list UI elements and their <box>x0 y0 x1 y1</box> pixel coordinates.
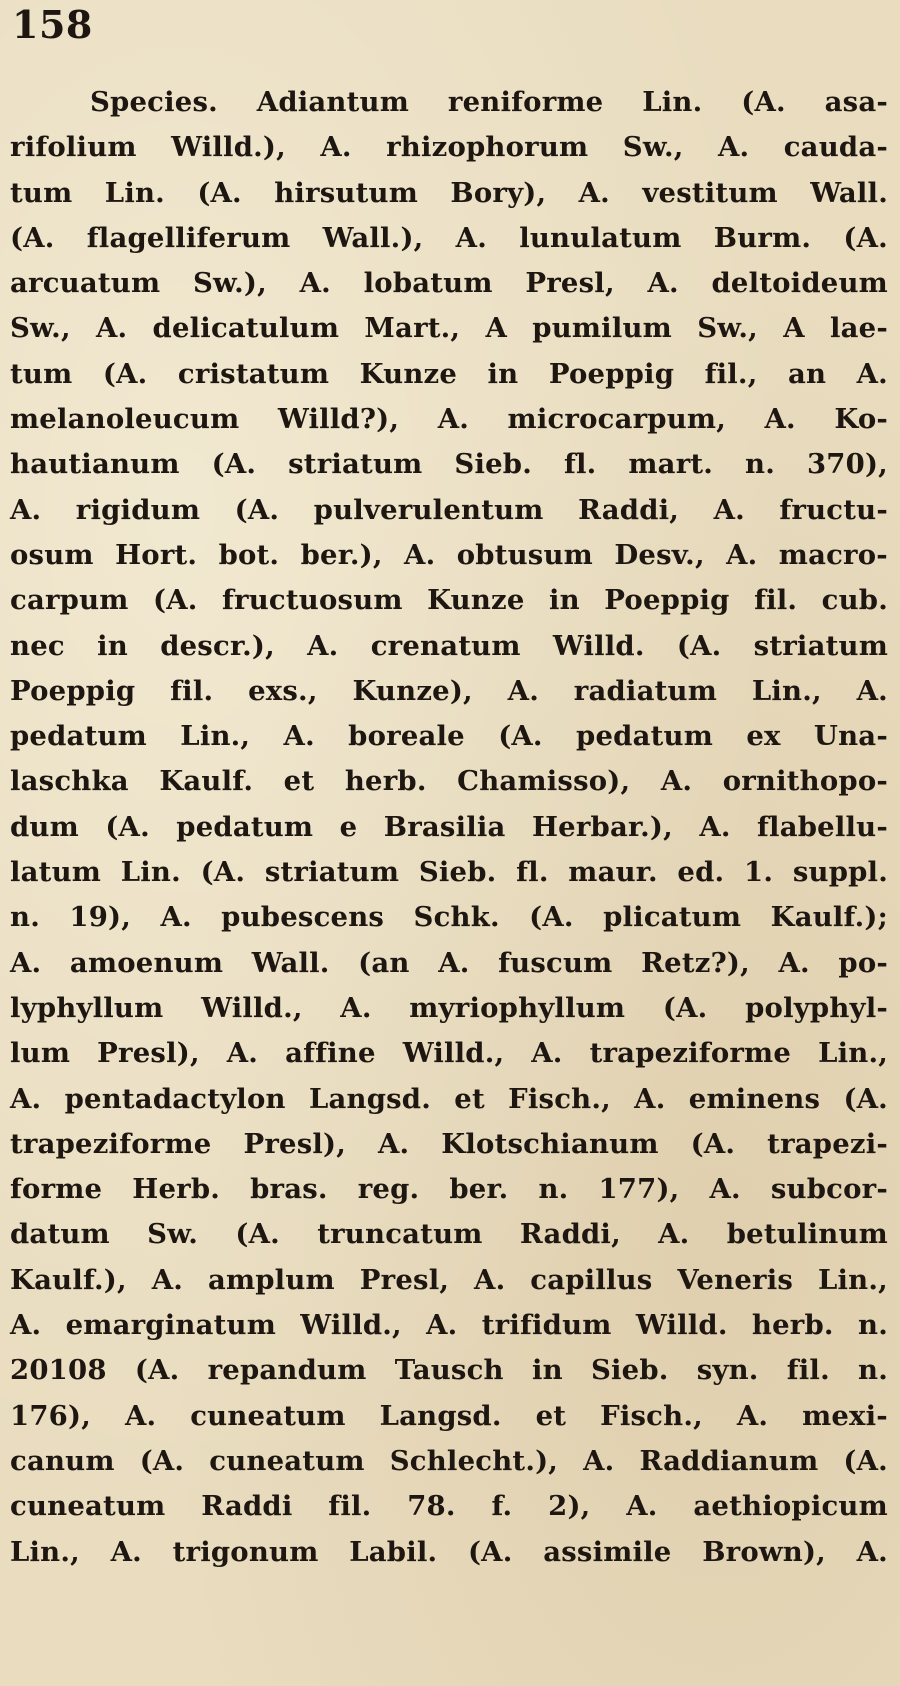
word: Herb. <box>132 1173 221 1206</box>
word: A. <box>10 493 42 526</box>
word: A. <box>647 267 679 300</box>
word: syn. <box>696 1354 759 1387</box>
word: (A. <box>843 1444 888 1477</box>
word: A. <box>320 131 352 164</box>
text-line <box>10 533 888 578</box>
word: Kaulf.); <box>770 901 888 934</box>
word: Sw.), <box>192 267 267 300</box>
word: Lin., <box>751 674 822 707</box>
word: fil. <box>328 1490 372 1523</box>
word: trifidum <box>481 1309 612 1342</box>
word: A. <box>110 1535 142 1568</box>
word: A. <box>778 946 810 979</box>
word: assimile <box>543 1535 672 1568</box>
word: et <box>535 1399 567 1432</box>
word: 78. <box>407 1490 456 1523</box>
word: (A. <box>690 1127 736 1160</box>
word: ber.), <box>300 538 383 571</box>
word: A. <box>151 1263 184 1296</box>
word: f. <box>491 1490 513 1523</box>
word: A. <box>10 1309 42 1342</box>
word: microcarpum, <box>507 403 726 436</box>
text-line <box>10 80 888 125</box>
word: melanoleucum <box>10 403 240 436</box>
word: Raddi <box>201 1490 293 1523</box>
word: in <box>531 1354 563 1387</box>
text-line <box>10 669 888 714</box>
text-line <box>10 397 888 442</box>
word: truncatum <box>317 1218 483 1251</box>
word: striatum <box>288 448 423 481</box>
word: fil., <box>704 357 758 390</box>
word: 370), <box>806 448 888 481</box>
word: Willd., <box>300 1309 402 1342</box>
word: lobatum <box>363 267 493 300</box>
text-line <box>10 171 888 216</box>
word: exs., <box>248 674 318 707</box>
text-line <box>10 1212 888 1257</box>
word: Poeppig <box>548 357 675 390</box>
word: (an <box>358 946 410 979</box>
word: Wall. <box>251 946 330 979</box>
text-line <box>10 714 888 759</box>
word: dum <box>10 810 79 843</box>
word: rigidum <box>75 493 201 526</box>
word: cuneatum <box>209 1444 365 1477</box>
word: A. <box>634 1082 666 1115</box>
word: 176), <box>10 1399 91 1432</box>
word: radiatum <box>573 674 717 707</box>
word: nec <box>10 629 65 662</box>
word: A. <box>583 1444 615 1477</box>
word: (A. <box>211 448 257 481</box>
word: (A. <box>139 1444 185 1477</box>
word: A. <box>283 720 315 753</box>
word: po- <box>838 946 888 979</box>
word: lunulatum <box>519 221 682 254</box>
word: cuneatum <box>10 1490 166 1523</box>
word: cauda- <box>783 131 888 164</box>
word: A. <box>10 946 42 979</box>
word: A <box>485 312 508 345</box>
text-line <box>10 261 888 306</box>
word: Presl), <box>243 1127 347 1160</box>
word: et <box>283 765 315 798</box>
word: Klotschianum <box>441 1127 659 1160</box>
text-line <box>10 1439 888 1484</box>
word: A. <box>726 538 758 571</box>
word: capillus <box>530 1263 653 1296</box>
word: (A. <box>105 810 150 843</box>
word: A. <box>437 403 469 436</box>
word: reniforme <box>447 86 604 118</box>
text-line <box>10 850 888 895</box>
word: Chamisso), <box>457 765 631 798</box>
word: lae- <box>830 312 888 345</box>
word: (A. <box>843 221 888 254</box>
word: Kunze), <box>352 674 473 707</box>
word: affine <box>285 1037 376 1070</box>
word: Sieb. <box>590 1354 669 1387</box>
text-line <box>10 352 888 397</box>
word: striatum <box>753 629 888 662</box>
word: A. <box>507 674 539 707</box>
word: Mart., <box>364 312 461 345</box>
word: carpum <box>10 584 129 617</box>
word: flabellu- <box>757 810 888 843</box>
word: (A. <box>134 1354 180 1387</box>
word: A. <box>713 493 745 526</box>
word: Sw., <box>697 312 758 345</box>
word: (A. <box>10 221 55 254</box>
word: fructuosum <box>222 584 403 617</box>
word: herb. <box>751 1309 834 1342</box>
word: Sw., <box>622 131 684 164</box>
word: cuneatum <box>190 1399 346 1432</box>
word: ed. <box>677 856 725 889</box>
word: A. <box>226 1037 259 1070</box>
word: flagelliferum <box>86 221 291 254</box>
word: A. <box>124 1399 157 1432</box>
word: (A. <box>234 493 280 526</box>
word: bot. <box>218 538 280 571</box>
word: Brasilia <box>383 810 506 843</box>
word: (A. <box>662 991 708 1024</box>
word: latum <box>10 856 102 889</box>
text-line <box>10 1031 888 1076</box>
text-line <box>10 125 888 170</box>
word: Brown), <box>702 1535 826 1568</box>
word: amoenum <box>69 946 224 979</box>
word: ex <box>746 720 781 753</box>
text-line <box>10 1530 888 1575</box>
word: Raddianum <box>639 1444 819 1477</box>
word: pulverulentum <box>313 493 544 526</box>
word: amplum <box>207 1263 335 1296</box>
word: A. <box>455 221 487 254</box>
word: Burm. <box>713 221 812 254</box>
word: A. <box>531 1037 563 1070</box>
word: fil. <box>754 584 798 617</box>
word: Willd. <box>552 629 645 662</box>
word: Veneris <box>677 1263 794 1296</box>
word: obtusum <box>456 538 593 571</box>
word: A. <box>856 1535 888 1568</box>
word: fructu- <box>779 493 888 526</box>
word: Raddi, <box>578 493 680 526</box>
text-line <box>10 306 888 351</box>
word: trapezi- <box>767 1127 888 1160</box>
word: aethiopicum <box>693 1490 888 1523</box>
word: Lin., <box>817 1263 888 1296</box>
word: fil. <box>170 674 214 707</box>
text-line <box>10 1167 888 1212</box>
word: n. <box>858 1309 888 1342</box>
word: Labil. <box>349 1535 438 1568</box>
word: arcuatum <box>10 267 161 300</box>
word: eminens <box>688 1082 821 1115</box>
text-line <box>10 1077 888 1122</box>
word: n. <box>538 1173 569 1206</box>
word: Willd.), <box>171 131 286 164</box>
word: Raddi, <box>519 1218 621 1251</box>
word: A. <box>717 131 750 164</box>
word: Wall. <box>810 176 888 209</box>
word: tum <box>10 357 73 390</box>
word: fl. <box>563 448 597 481</box>
text-line <box>10 1303 888 1348</box>
word: A. <box>160 901 192 934</box>
word: betulinum <box>726 1218 888 1251</box>
word: Kunze <box>359 357 458 390</box>
word: fl. <box>516 856 549 889</box>
word: n. <box>10 901 40 934</box>
text-line <box>10 488 888 533</box>
text-line <box>10 578 888 623</box>
word: asa- <box>824 86 888 118</box>
word: Willd., <box>402 1037 505 1070</box>
word: fil. <box>786 1354 830 1387</box>
word: ornithopo- <box>722 765 888 798</box>
word: A. <box>856 674 888 707</box>
word: Lin. <box>642 86 703 118</box>
word: A. <box>660 765 693 798</box>
word: crenatum <box>370 629 521 662</box>
word: trigonum <box>172 1535 319 1568</box>
word: cub. <box>821 584 888 617</box>
word: an <box>787 357 827 390</box>
word: 20108 <box>10 1354 107 1387</box>
word: Wall.), <box>322 221 424 254</box>
word: Sieb. <box>454 448 533 481</box>
word: trapeziforme <box>10 1127 212 1160</box>
word: subcor- <box>770 1173 888 1206</box>
word: A. <box>709 1173 741 1206</box>
word: A. <box>438 946 470 979</box>
word: 1. <box>744 856 774 889</box>
word: A. <box>426 1309 458 1342</box>
text-line <box>10 941 888 986</box>
word: trapeziforme <box>589 1037 792 1070</box>
word: (A. <box>153 584 198 617</box>
word: Schk. <box>413 901 500 934</box>
word: Willd?), <box>277 403 400 436</box>
word: pedatum <box>176 810 314 843</box>
word: A. <box>626 1490 658 1523</box>
text-line <box>10 216 888 261</box>
word: striatum <box>264 856 400 889</box>
word: Poeppig <box>604 584 730 617</box>
word: rifolium <box>10 131 137 164</box>
word: (A. <box>676 629 722 662</box>
word: descr.), <box>160 629 275 662</box>
word: Kaulf.), <box>10 1263 127 1296</box>
word: plicatum <box>603 901 742 934</box>
word: A. <box>340 991 372 1024</box>
word: A. <box>307 629 339 662</box>
word: Willd., <box>201 991 303 1024</box>
text-line <box>10 1484 888 1529</box>
word: osum <box>10 538 94 571</box>
word: A. <box>299 267 331 300</box>
word: reg. <box>357 1173 420 1206</box>
word: emarginatum <box>65 1309 276 1342</box>
word: Sieb. <box>418 856 497 889</box>
word: Lin., <box>818 1037 888 1070</box>
word: Schlecht.), <box>389 1444 559 1477</box>
word: vestitum <box>642 176 778 209</box>
word: (A. <box>235 1218 280 1251</box>
word: in <box>97 629 128 662</box>
word: n. <box>745 448 775 481</box>
word: A. <box>95 312 128 345</box>
word: Willd. <box>635 1309 728 1342</box>
word: Retz?), <box>641 946 750 979</box>
word: A. <box>699 810 731 843</box>
word: lum <box>10 1037 71 1070</box>
word: Hort. <box>115 538 198 571</box>
word: pedatum <box>10 720 147 753</box>
word: pedatum <box>576 720 713 753</box>
word: (A. <box>200 856 246 889</box>
word: pubescens <box>221 901 385 934</box>
word: A. <box>404 538 436 571</box>
word: pentadactylon <box>64 1082 286 1115</box>
word: Kunze <box>427 584 525 617</box>
text-line <box>10 1348 888 1393</box>
word: Presl, <box>525 267 615 300</box>
word: boreale <box>348 720 465 753</box>
word: Tausch <box>394 1354 504 1387</box>
word: Presl, <box>359 1263 450 1296</box>
word: tum <box>10 176 73 209</box>
word: (A. <box>529 901 574 934</box>
word: 177), <box>598 1173 680 1206</box>
word: macro- <box>778 538 888 571</box>
word: Desv., <box>614 538 705 571</box>
word: forme <box>10 1173 103 1206</box>
word: herb. <box>344 765 427 798</box>
text-line <box>10 895 888 940</box>
word: rhizophorum <box>386 131 589 164</box>
text-line <box>10 759 888 804</box>
word: maur. <box>568 856 658 889</box>
word: Lin., <box>10 1535 80 1568</box>
word: canum <box>10 1444 115 1477</box>
word: Species. <box>90 86 218 118</box>
word: n. <box>858 1354 888 1387</box>
word: Lin., <box>180 720 251 753</box>
word: Lin. <box>120 856 181 889</box>
word: Lin. <box>104 176 165 209</box>
text-line <box>10 442 888 487</box>
word: A. <box>378 1127 410 1160</box>
word: (A. <box>467 1535 513 1568</box>
word: datum <box>10 1218 110 1251</box>
word: Bory), <box>450 176 547 209</box>
word: et <box>454 1082 485 1115</box>
word: Kaulf. <box>159 765 254 798</box>
word: A. <box>658 1218 690 1251</box>
word: suppl. <box>792 856 888 889</box>
word: mart. <box>628 448 714 481</box>
word: Fisch., <box>508 1082 611 1115</box>
word: delicatulum <box>152 312 340 345</box>
word: A. <box>764 403 796 436</box>
word: repandum <box>207 1354 367 1387</box>
text-line <box>10 624 888 669</box>
word: A. <box>474 1263 506 1296</box>
word: (A. <box>741 86 786 118</box>
word: myriophyllum <box>409 991 626 1024</box>
word: Fisch., <box>600 1399 703 1432</box>
text-line <box>10 1394 888 1439</box>
word: deltoideum <box>711 267 888 300</box>
text-line <box>10 805 888 850</box>
text-line <box>10 1122 888 1167</box>
word: polyphyl- <box>745 991 888 1024</box>
word: Poeppig <box>10 674 136 707</box>
text-line <box>10 1258 888 1303</box>
text-line <box>10 986 888 1031</box>
word: 19), <box>69 901 132 934</box>
word: Langsd. <box>379 1399 502 1432</box>
word: (A. <box>843 1082 888 1115</box>
word: laschka <box>10 765 129 798</box>
word: Una- <box>813 720 888 753</box>
word: cristatum <box>177 357 330 390</box>
word: lyphyllum <box>10 991 164 1024</box>
word: e <box>339 810 358 843</box>
word: 2), <box>548 1490 591 1523</box>
word: in <box>549 584 580 617</box>
word: pumilum <box>532 312 672 345</box>
word: hirsutum <box>274 176 419 209</box>
word: (A. <box>197 176 242 209</box>
word: Langsd. <box>308 1082 432 1115</box>
word: A. <box>856 357 888 390</box>
word: A <box>783 312 805 345</box>
word: in <box>487 357 519 390</box>
word: A. <box>10 1082 42 1115</box>
word: Ko- <box>834 403 888 436</box>
word: hautianum <box>10 448 180 481</box>
word: (A. <box>102 357 148 390</box>
word: ber. <box>449 1173 509 1206</box>
word: fuscum <box>498 946 613 979</box>
page-number: 158 <box>12 2 93 47</box>
word: (A. <box>498 720 543 753</box>
word: Sw., <box>10 312 71 345</box>
word: Herbar.), <box>531 810 673 843</box>
word: Adiantum <box>256 86 410 118</box>
word: Presl), <box>97 1037 200 1070</box>
word: Sw. <box>147 1218 199 1251</box>
word: bras. <box>250 1173 328 1206</box>
word: A. <box>578 176 610 209</box>
species-paragraph <box>10 80 888 1575</box>
word: A. <box>736 1399 769 1432</box>
word: mexi- <box>802 1399 888 1432</box>
